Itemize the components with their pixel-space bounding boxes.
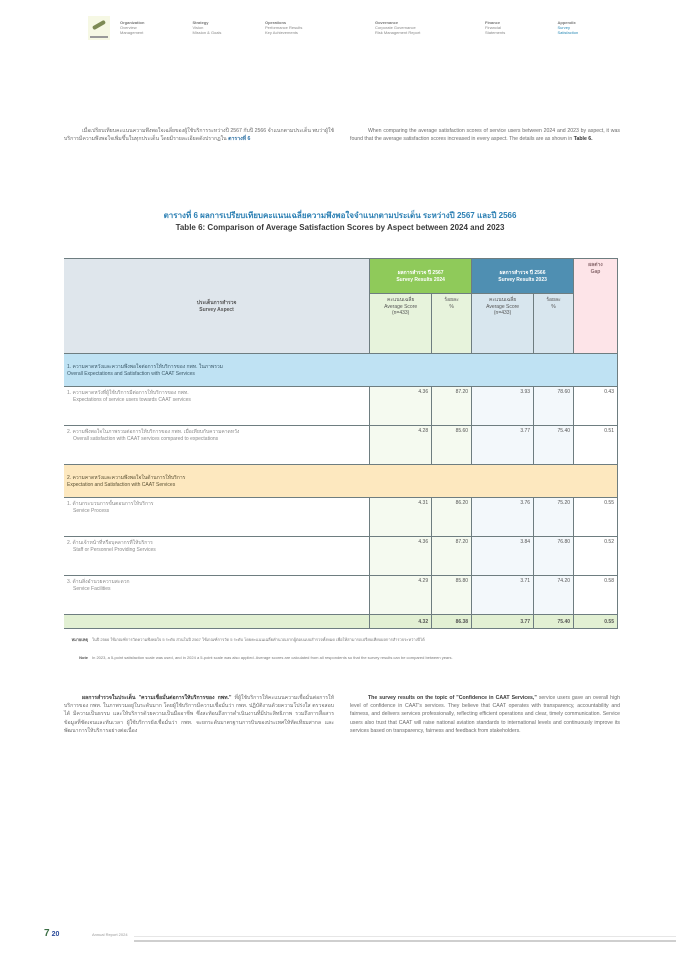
pct-2023-header: ร้อยละ % xyxy=(534,294,574,354)
section-2-row: 2. ความคาดหวังและความพึงพอใจในด้านการให้บริการ Expectation and Satisfaction with CAAT Services xyxy=(64,465,618,498)
page-footer xyxy=(44,928,676,948)
section-1-row: 1. ความคาดหวังและความพึงพอใจต่อการให้บริการของ กพท. ในภาพรวม Overall Expectations and Satisfaction with CAAT Services xyxy=(64,354,618,387)
nav-item-1[interactable]: Organization Overview Management xyxy=(120,20,145,35)
table-row: 2. ด้านเจ้าหน้าที่หรือบุคลากรที่ให้บริการ Staff or Personnel Providing Services 4.36 87.20 3.84 76.80 0.52 xyxy=(64,537,618,576)
confidence-paragraph-english: The survey results on the topic of "Confidence in CAAT Services," service users gave an overall high level of confidence in CAAT's services. They believe that CAAT operates with transparency, accountability and fairness, and delivers services professionally, reflecting efficient operations and clear, timely communication. Service users also trust that CAAT will raise national aviation standards to international levels and continuously improve its services based on transparency, fairness and feedback from stakeholders. xyxy=(350,695,620,734)
year-2023-header: ผลการสำรวจ ปี 2566 Survey Results 2023 xyxy=(472,259,574,294)
table-row: 1. ด้านกระบวนการขั้นตอนการให้บริการ Service Process 4.31 86.20 3.76 75.20 0.55 xyxy=(64,498,618,537)
nav-item-6-active[interactable]: Appendix Survey Satisfaction xyxy=(557,20,579,35)
table-caption: ตารางที่ 6 ผลการเปรียบเทียบคะแนนเฉลี่ยความพึงพอใจจำแนกตามประเด็น ระหว่างปี 2567 และปี 2566 Table 6: Comparison of Average Satisfaction Scores by Aspect between 2024 and 2023 xyxy=(163,211,517,232)
intro-thai: เมื่อเปรียบเทียบคะแนนความพึงพอใจเฉลี่ยของผู้ใช้บริการระหว่างปี 2567 กับปี 2566 จำแนกตามประเด็น พบว่าผู้ใช้บริการมีความพึงพอใจเพิ่มขึ้นในทุกประเด็น โดยมีรายละเอียดดังปรากฏใน ตารางที่ 6 xyxy=(64,128,334,143)
total-row: 4.32 86.38 3.77 75.40 0.55 xyxy=(64,615,618,629)
table-row: 1. ความคาดหวังที่ผู้ใช้บริการมีต่อการให้บริการของ กพท. Expectations of service users towards CAAT services 4.36 87.20 3.93 78.60 0.43 xyxy=(64,387,618,426)
satisfaction-comparison-table xyxy=(64,258,618,629)
avg-2023-header: คะแนนเฉลี่ย Average Score (n=433) xyxy=(472,294,534,354)
aspect-header: ประเด็นการสำรวจ Survey Aspect xyxy=(64,259,370,354)
nav-item-2[interactable]: Strategy Vision Mission & Goals xyxy=(192,20,222,35)
table-ref-thai: ตารางที่ 6 xyxy=(228,136,251,143)
table-header-row-1 xyxy=(64,259,618,294)
nav-item-3[interactable]: Operations Performance Results Key Achievements xyxy=(265,20,303,35)
year-2024-header: ผลการสำรวจ ปี 2567 Survey Results 2024 xyxy=(370,259,472,294)
table-ref-english: Table 6. xyxy=(573,136,593,143)
page-header xyxy=(88,16,620,48)
gap-header: ผลต่าง Gap xyxy=(574,259,618,354)
section-7-icon: 7 xyxy=(44,928,50,939)
avg-2024-header: คะแนนเฉลี่ย Average Score (n=433) xyxy=(370,294,432,354)
pct-2024-header: ร้อยละ % xyxy=(432,294,472,354)
note-english: Note In 2023, a 5-point satisfaction scale was used, and in 2024 a 5-point scale was also applied. Average scores are calculated from all respondents so that the survey results can be compared between years. xyxy=(79,655,453,660)
footer-doc-title: Annual Report 2024 xyxy=(92,932,128,937)
page-number: 7 20 xyxy=(44,928,60,939)
confidence-paragraph-thai: ผลการสำรวจในประเด็น "ความเชื่อมั่นต่อการให้บริการของ กพท." ที่ผู้ใช้บริการให้คะแนนความเชื่อมั่นต่อการให้บริการของ กพท. ในภาพรวมอยู่ในระดับมาก โดยผู้ใช้บริการมีความเชื่อมั่นว่า กพท. ปฏิบัติงานด้วยความโปร่งใส ตรวจสอบได้ มีความเป็นธรรม และให้บริการด้วยความเป็นมืออาชีพ ซึ่งสะท้อนถึงการดำเนินงานที่มีประสิทธิภาพ รวมถึงการสื่อสารข้อมูลที่ชัดเจนและทันเวลา ผู้ใช้บริการยังเชื่อมั่นว่า กพท. จะยกระดับมาตรฐานการบินของประเทศให้ทัดเทียมสากล และพัฒนาการให้บริการอย่างต่อเนื่อง xyxy=(64,695,334,734)
leaf-logo-icon xyxy=(88,16,110,40)
table-row: 3. ด้านสิ่งอำนวยความสะดวก Service Facilities 4.29 85.80 3.71 74.20 0.58 xyxy=(64,576,618,615)
nav-item-5[interactable]: Finance Financial Statements xyxy=(485,20,506,35)
nav-item-4[interactable]: Governance Corporate Governance Risk Management Report xyxy=(375,20,421,35)
table-row: 2. ความพึงพอใจในภาพรวมต่อการให้บริการของ กพท. เมื่อเทียบกับความคาดหวัง Overall satisfaction with CAAT services compared to expectations 4.28 85.60 3.77 75.40 0.51 xyxy=(64,426,618,465)
footer-rule xyxy=(134,940,676,942)
intro-english: When comparing the average satisfaction scores of service users between 2024 and 2023 by aspect, it was found that the average satisfaction scores increased in every aspect. The details are as shown in Table 6. xyxy=(350,128,620,143)
footer-rule-thin xyxy=(134,936,676,937)
note-thai: หมายเหตุ ในปี 2566 ใช้เกณฑ์การวัดความพึงพอใจ 5 ระดับ ส่วนในปี 2567 ใช้เกณฑ์การวัด 5 ระดับ โดยคะแนนเฉลี่ยคำนวณจากผู้ตอบแบบสำรวจทั้งหมด เพื่อให้สามารถเปรียบเทียบผลการสำรวจระหว่างปีได้ xyxy=(71,637,425,642)
